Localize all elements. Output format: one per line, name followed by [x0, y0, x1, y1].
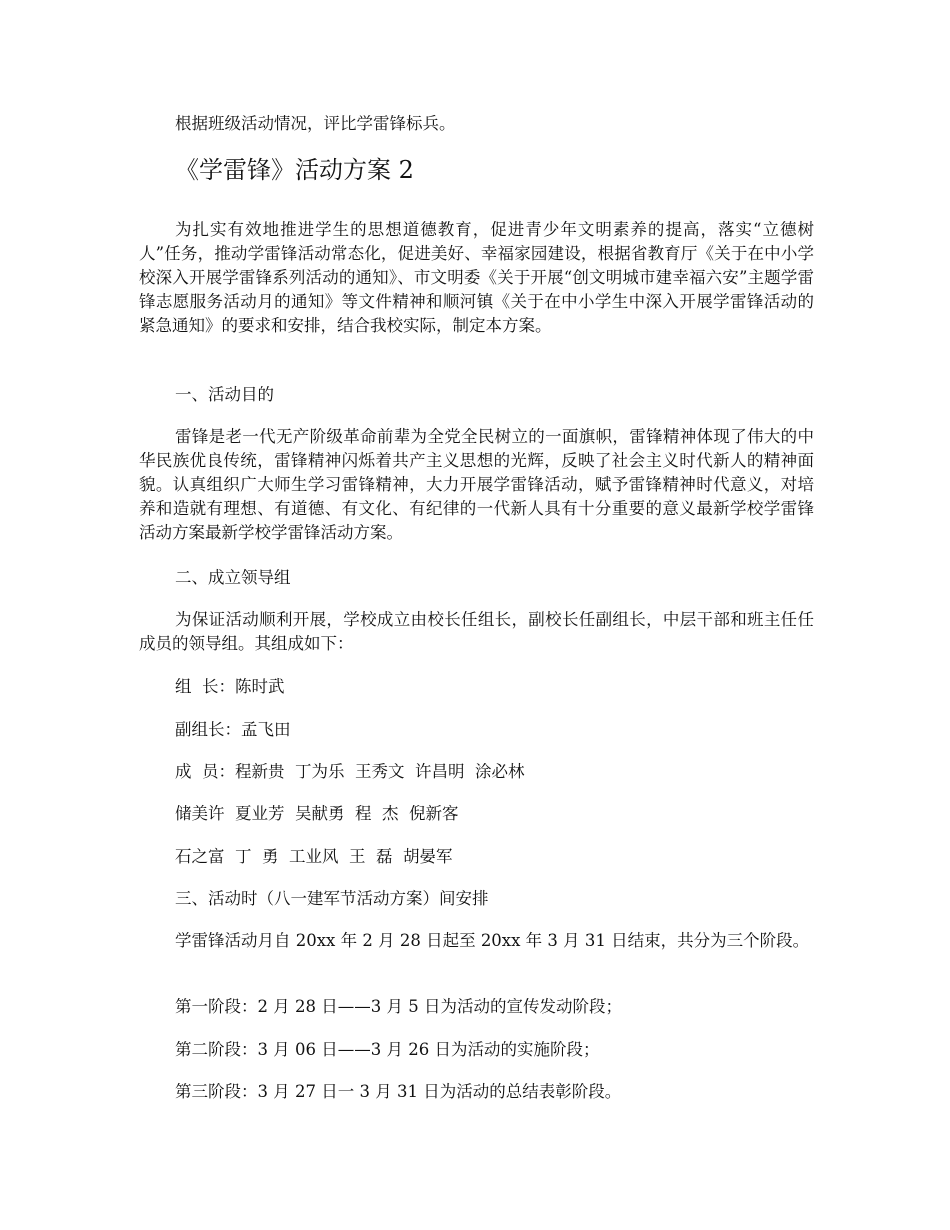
intro-paragraph: 根据班级活动情况，评比学雷锋标兵。 [175, 114, 456, 133]
stage-3-line: 第三阶段：3 月 27 日一 3 月 31 日为活动的总结表彰阶段。 [175, 1082, 622, 1101]
members-line-1: 成 员：程新贵 丁为乐 王秀文 许昌明 涂必林 [175, 762, 525, 781]
leadership-group-paragraph: 为保证活动顺利开展，学校成立由校长任组长，副校长任副组长，中层干部和班主任任成员的领导组。其组成如下： [139, 610, 814, 653]
heading-activity-purpose: 一、活动目的 [175, 385, 274, 404]
leader-line: 组 长：陈时武 [175, 677, 285, 696]
heading-schedule: 三、活动时（八一建军节活动方案）间安排 [175, 889, 489, 908]
heading-leadership-group: 二、成立领导组 [175, 568, 291, 587]
members-line-2: 储美许 夏业芳 吴献勇 程 杰 倪新客 [175, 804, 459, 823]
activity-purpose-paragraph: 雷锋是老一代无产阶级革命前辈为全党全民树立的一面旗帜，雷锋精神体现了伟大的中华民族优良传统，雷锋精神闪烁着共产主义思想的光辉，反映了社会主义时代新人的精神面貌。认真组织广大师生学习雷锋精神，大力开展学雷锋活动，赋予雷锋精神时代意义，对培养和造就有理想、有道德、有文化、有纪律的一代新人具有十分重要的意义最新学校学雷锋活动方案最新学校学雷锋活动方案。 [139, 427, 814, 542]
stage-2-line: 第二阶段：3 月 06 日——3 月 26 日为活动的实施阶段； [175, 1040, 600, 1059]
schedule-paragraph: 学雷锋活动月自 20xx 年 2 月 28 日起至 20xx 年 3 月 31 日结束，共分为三个阶段。 [175, 931, 810, 950]
members-line-3: 石之富 丁 勇 工业风 王 磊 胡晏军 [175, 847, 453, 866]
section-title: 《学雷锋》活动方案 2 [175, 156, 414, 184]
purpose-intro-paragraph: 为扎实有效地推进学生的思想道德教育，促进青少年文明素养的提高，落实“立德树人”任务，推动学雷锋活动常态化，促进美好、幸福家园建设，根据省教育厅《关于在中小学校深入开展学雷锋系列活动的通知》、市文明委《关于开展“创文明城市建幸福六安”主题学雷锋志愿服务活动月的通知》等文件精神和顺河镇《关于在中小学生中深入开展学雷锋活动的紧急通知》的要求和安排，结合我校实际，制定本方案。 [139, 220, 814, 335]
stage-1-line: 第一阶段：2 月 28 日——3 月 5 日为活动的宣传发动阶段； [175, 997, 622, 1016]
deputy-leader-line: 副组长：孟飞田 [175, 720, 291, 739]
